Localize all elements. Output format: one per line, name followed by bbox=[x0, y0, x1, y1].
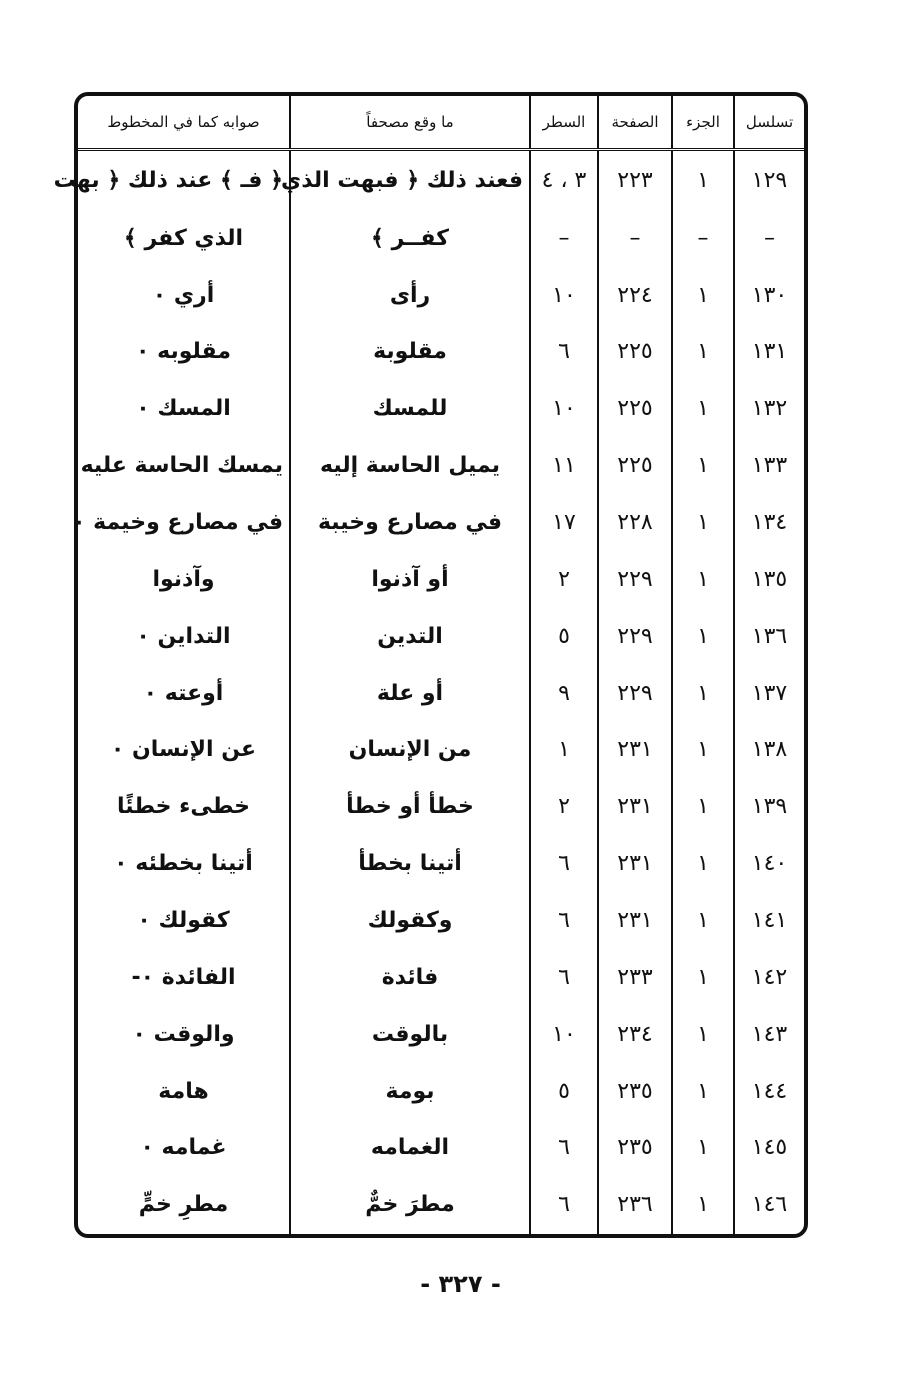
table-row bbox=[78, 495, 804, 552]
cell-line: ٦ bbox=[530, 836, 598, 893]
cell-correct: وآذنوا bbox=[152, 566, 215, 592]
header-printed: ما وقع مصحفاً bbox=[290, 96, 530, 150]
header-part: الجزء bbox=[672, 96, 734, 150]
cell-part: ١ bbox=[672, 1006, 734, 1063]
cell-serial: ١٣٣ bbox=[734, 438, 804, 495]
cell-part: ١ bbox=[672, 836, 734, 893]
cell-correct: غمامه ٠ bbox=[140, 1135, 227, 1161]
cell-printed: التدين bbox=[290, 608, 530, 665]
cell-printed: للمسك bbox=[290, 381, 530, 438]
cell-serial: ١٣٦ bbox=[734, 608, 804, 665]
cell-page: ٢٣٥ bbox=[598, 1120, 672, 1177]
cell-printed: رأى bbox=[290, 267, 530, 324]
cell-printed: مطرَ خمٌّ bbox=[290, 1177, 530, 1234]
table-row bbox=[78, 1063, 804, 1120]
cell-serial: ١٣٨ bbox=[734, 722, 804, 779]
cell-serial: ١٣٩ bbox=[734, 779, 804, 836]
cell-part: ١ bbox=[672, 150, 734, 211]
cell-correct: يمسك الحاسة عليه bbox=[80, 453, 283, 479]
cell-printed: خطأ أو خطأ bbox=[290, 779, 530, 836]
errata-table-frame bbox=[53, 92, 808, 1238]
cell-correct: أري ٠ bbox=[152, 282, 215, 308]
cell-page: ٢٣٤ bbox=[598, 1006, 672, 1063]
cell-serial: ١٤٠ bbox=[734, 836, 804, 893]
cell-line: ٦ bbox=[530, 1177, 598, 1234]
cell-line: ٥ bbox=[530, 1063, 598, 1120]
cell-correct: أتينا بخطئه ٠ bbox=[114, 851, 253, 877]
page-number: - ٣٢٧ - bbox=[420, 1270, 501, 1298]
cell-part: – bbox=[672, 210, 734, 267]
cell-line: ١٠ bbox=[530, 381, 598, 438]
cell-page: ٢٢٥ bbox=[598, 381, 672, 438]
cell-printed: أتينا بخطأ bbox=[290, 836, 530, 893]
cell-part: ١ bbox=[672, 495, 734, 552]
cell-line: ٢ bbox=[530, 779, 598, 836]
cell-correct: أوعته ٠ bbox=[143, 680, 224, 706]
cell-correct: الذي كفر ﴾ bbox=[123, 225, 244, 251]
table-row bbox=[78, 893, 804, 950]
cell-page: ٢٢٨ bbox=[598, 495, 672, 552]
cell-part: ١ bbox=[672, 949, 734, 1006]
cell-line: ١٠ bbox=[530, 267, 598, 324]
table-row bbox=[78, 665, 804, 722]
cell-line: – bbox=[530, 210, 598, 267]
cell-serial: ١٤٢ bbox=[734, 949, 804, 1006]
cell-page: ٢٣١ bbox=[598, 836, 672, 893]
cell-correct: في مصارع وخيمة ٠ bbox=[72, 509, 283, 535]
cell-printed: مقلوبة bbox=[290, 324, 530, 381]
cell-printed: بومة bbox=[290, 1063, 530, 1120]
cell-line: ٣ ، ٤ bbox=[530, 150, 598, 211]
cell-line: ٦ bbox=[530, 1120, 598, 1177]
header-page: الصفحة bbox=[598, 96, 672, 150]
cell-page: ٢٢٤ bbox=[598, 267, 672, 324]
table-row bbox=[78, 1177, 804, 1234]
cell-part: ١ bbox=[672, 608, 734, 665]
cell-serial: – bbox=[734, 210, 804, 267]
cell-correct: التداين ٠ bbox=[136, 623, 231, 649]
table-row bbox=[78, 381, 804, 438]
cell-line: ١٧ bbox=[530, 495, 598, 552]
cell-serial: ١٤٦ bbox=[734, 1177, 804, 1234]
cell-serial: ١٤١ bbox=[734, 893, 804, 950]
cell-part: ١ bbox=[672, 1063, 734, 1120]
table-row bbox=[78, 324, 804, 381]
cell-printed: كفــر ﴾ bbox=[290, 210, 530, 267]
table-body bbox=[53, 150, 804, 1235]
cell-part: ١ bbox=[672, 551, 734, 608]
cell-page: ٢٣٦ bbox=[598, 1177, 672, 1234]
cell-printed: في مصارع وخيبة bbox=[290, 495, 530, 552]
cell-part: ١ bbox=[672, 267, 734, 324]
cell-correct: هامة bbox=[158, 1078, 209, 1104]
cell-line: ٥ bbox=[530, 608, 598, 665]
cell-part: ١ bbox=[672, 1177, 734, 1234]
cell-printed: أو آذنوا bbox=[290, 551, 530, 608]
cell-page: ٢٢٩ bbox=[598, 608, 672, 665]
cell-part: ١ bbox=[672, 381, 734, 438]
cell-line: ٦ bbox=[530, 949, 598, 1006]
cell-part: ١ bbox=[672, 1120, 734, 1177]
cell-line: ٦ bbox=[530, 324, 598, 381]
cell-part: ١ bbox=[672, 893, 734, 950]
cell-line: ٩ bbox=[530, 665, 598, 722]
cell-page: ٢٣١ bbox=[598, 779, 672, 836]
table-row bbox=[78, 1120, 804, 1177]
table-row bbox=[78, 438, 804, 495]
cell-correct: خطىء خطئًا bbox=[117, 794, 250, 820]
cell-page: ٢٣٥ bbox=[598, 1063, 672, 1120]
table-row bbox=[78, 267, 804, 324]
cell-serial: ١٤٣ bbox=[734, 1006, 804, 1063]
cell-line: ١٠ bbox=[530, 1006, 598, 1063]
cell-serial: ١٤٤ bbox=[734, 1063, 804, 1120]
cell-page: ٢٢٩ bbox=[598, 551, 672, 608]
header-correct: صوابه كما في المخطوط bbox=[78, 96, 290, 150]
table-row bbox=[78, 210, 804, 267]
cell-page: ٢٢٥ bbox=[598, 324, 672, 381]
table-row bbox=[78, 949, 804, 1006]
cell-line: ١ bbox=[530, 722, 598, 779]
cell-serial: ١٣٤ bbox=[734, 495, 804, 552]
cell-page: – bbox=[598, 210, 672, 267]
cell-correct: مقلوبه ٠ bbox=[136, 339, 231, 365]
cell-serial: ١٣٢ bbox=[734, 381, 804, 438]
cell-page: ٢٣١ bbox=[598, 893, 672, 950]
header-serial: تسلسل bbox=[734, 96, 804, 150]
cell-part: ١ bbox=[672, 779, 734, 836]
cell-page: ٢٢٥ bbox=[598, 438, 672, 495]
cell-part: ١ bbox=[672, 438, 734, 495]
cell-printed: الغمامه bbox=[290, 1120, 530, 1177]
cell-correct: مطرِ خمٍّ bbox=[138, 1192, 229, 1218]
cell-printed: بالوقت bbox=[290, 1006, 530, 1063]
table-row bbox=[78, 1006, 804, 1063]
table-row bbox=[78, 722, 804, 779]
cell-serial: ١٣٥ bbox=[734, 551, 804, 608]
cell-printed: أو علة bbox=[290, 665, 530, 722]
cell-correct: عن الإنسان ٠ bbox=[110, 737, 257, 763]
cell-part: ١ bbox=[672, 324, 734, 381]
cell-part: ١ bbox=[672, 665, 734, 722]
errata-table bbox=[53, 96, 804, 1234]
cell-correct: الفائدة ٠- bbox=[131, 964, 236, 990]
cell-printed: فعند ذلك ﴿ فبهت الذي bbox=[290, 150, 530, 211]
cell-serial: ١٣٠ bbox=[734, 267, 804, 324]
cell-printed: فائدة bbox=[290, 949, 530, 1006]
cell-correct: كقولك ٠ bbox=[137, 907, 230, 933]
table-row bbox=[78, 551, 804, 608]
cell-part: ١ bbox=[672, 722, 734, 779]
cell-serial: ١٣٧ bbox=[734, 665, 804, 722]
cell-page: ٢٢٩ bbox=[598, 665, 672, 722]
cell-printed: وكقولك bbox=[290, 893, 530, 950]
cell-serial: ١٤٥ bbox=[734, 1120, 804, 1177]
cell-line: ٢ bbox=[530, 551, 598, 608]
cell-line: ١١ bbox=[530, 438, 598, 495]
cell-page: ٢٢٣ bbox=[598, 150, 672, 211]
cell-printed: يميل الحاسة إليه bbox=[290, 438, 530, 495]
cell-correct: المسك ٠ bbox=[136, 396, 231, 422]
table-row bbox=[78, 836, 804, 893]
cell-serial: ١٢٩ bbox=[734, 150, 804, 211]
cell-correct: ﴿ فـ ﴾ عند ذلك ﴿ بهت bbox=[53, 167, 283, 193]
cell-correct: والوقت ٠ bbox=[132, 1021, 235, 1047]
table-row bbox=[78, 150, 804, 211]
cell-page: ٢٣١ bbox=[598, 722, 672, 779]
header-row bbox=[78, 96, 804, 150]
header-line: السطر bbox=[530, 96, 598, 150]
cell-serial: ١٣١ bbox=[734, 324, 804, 381]
cell-page: ٢٣٣ bbox=[598, 949, 672, 1006]
cell-printed: من الإنسان bbox=[290, 722, 530, 779]
cell-line: ٦ bbox=[530, 893, 598, 950]
table-row bbox=[78, 779, 804, 836]
table-row bbox=[78, 608, 804, 665]
